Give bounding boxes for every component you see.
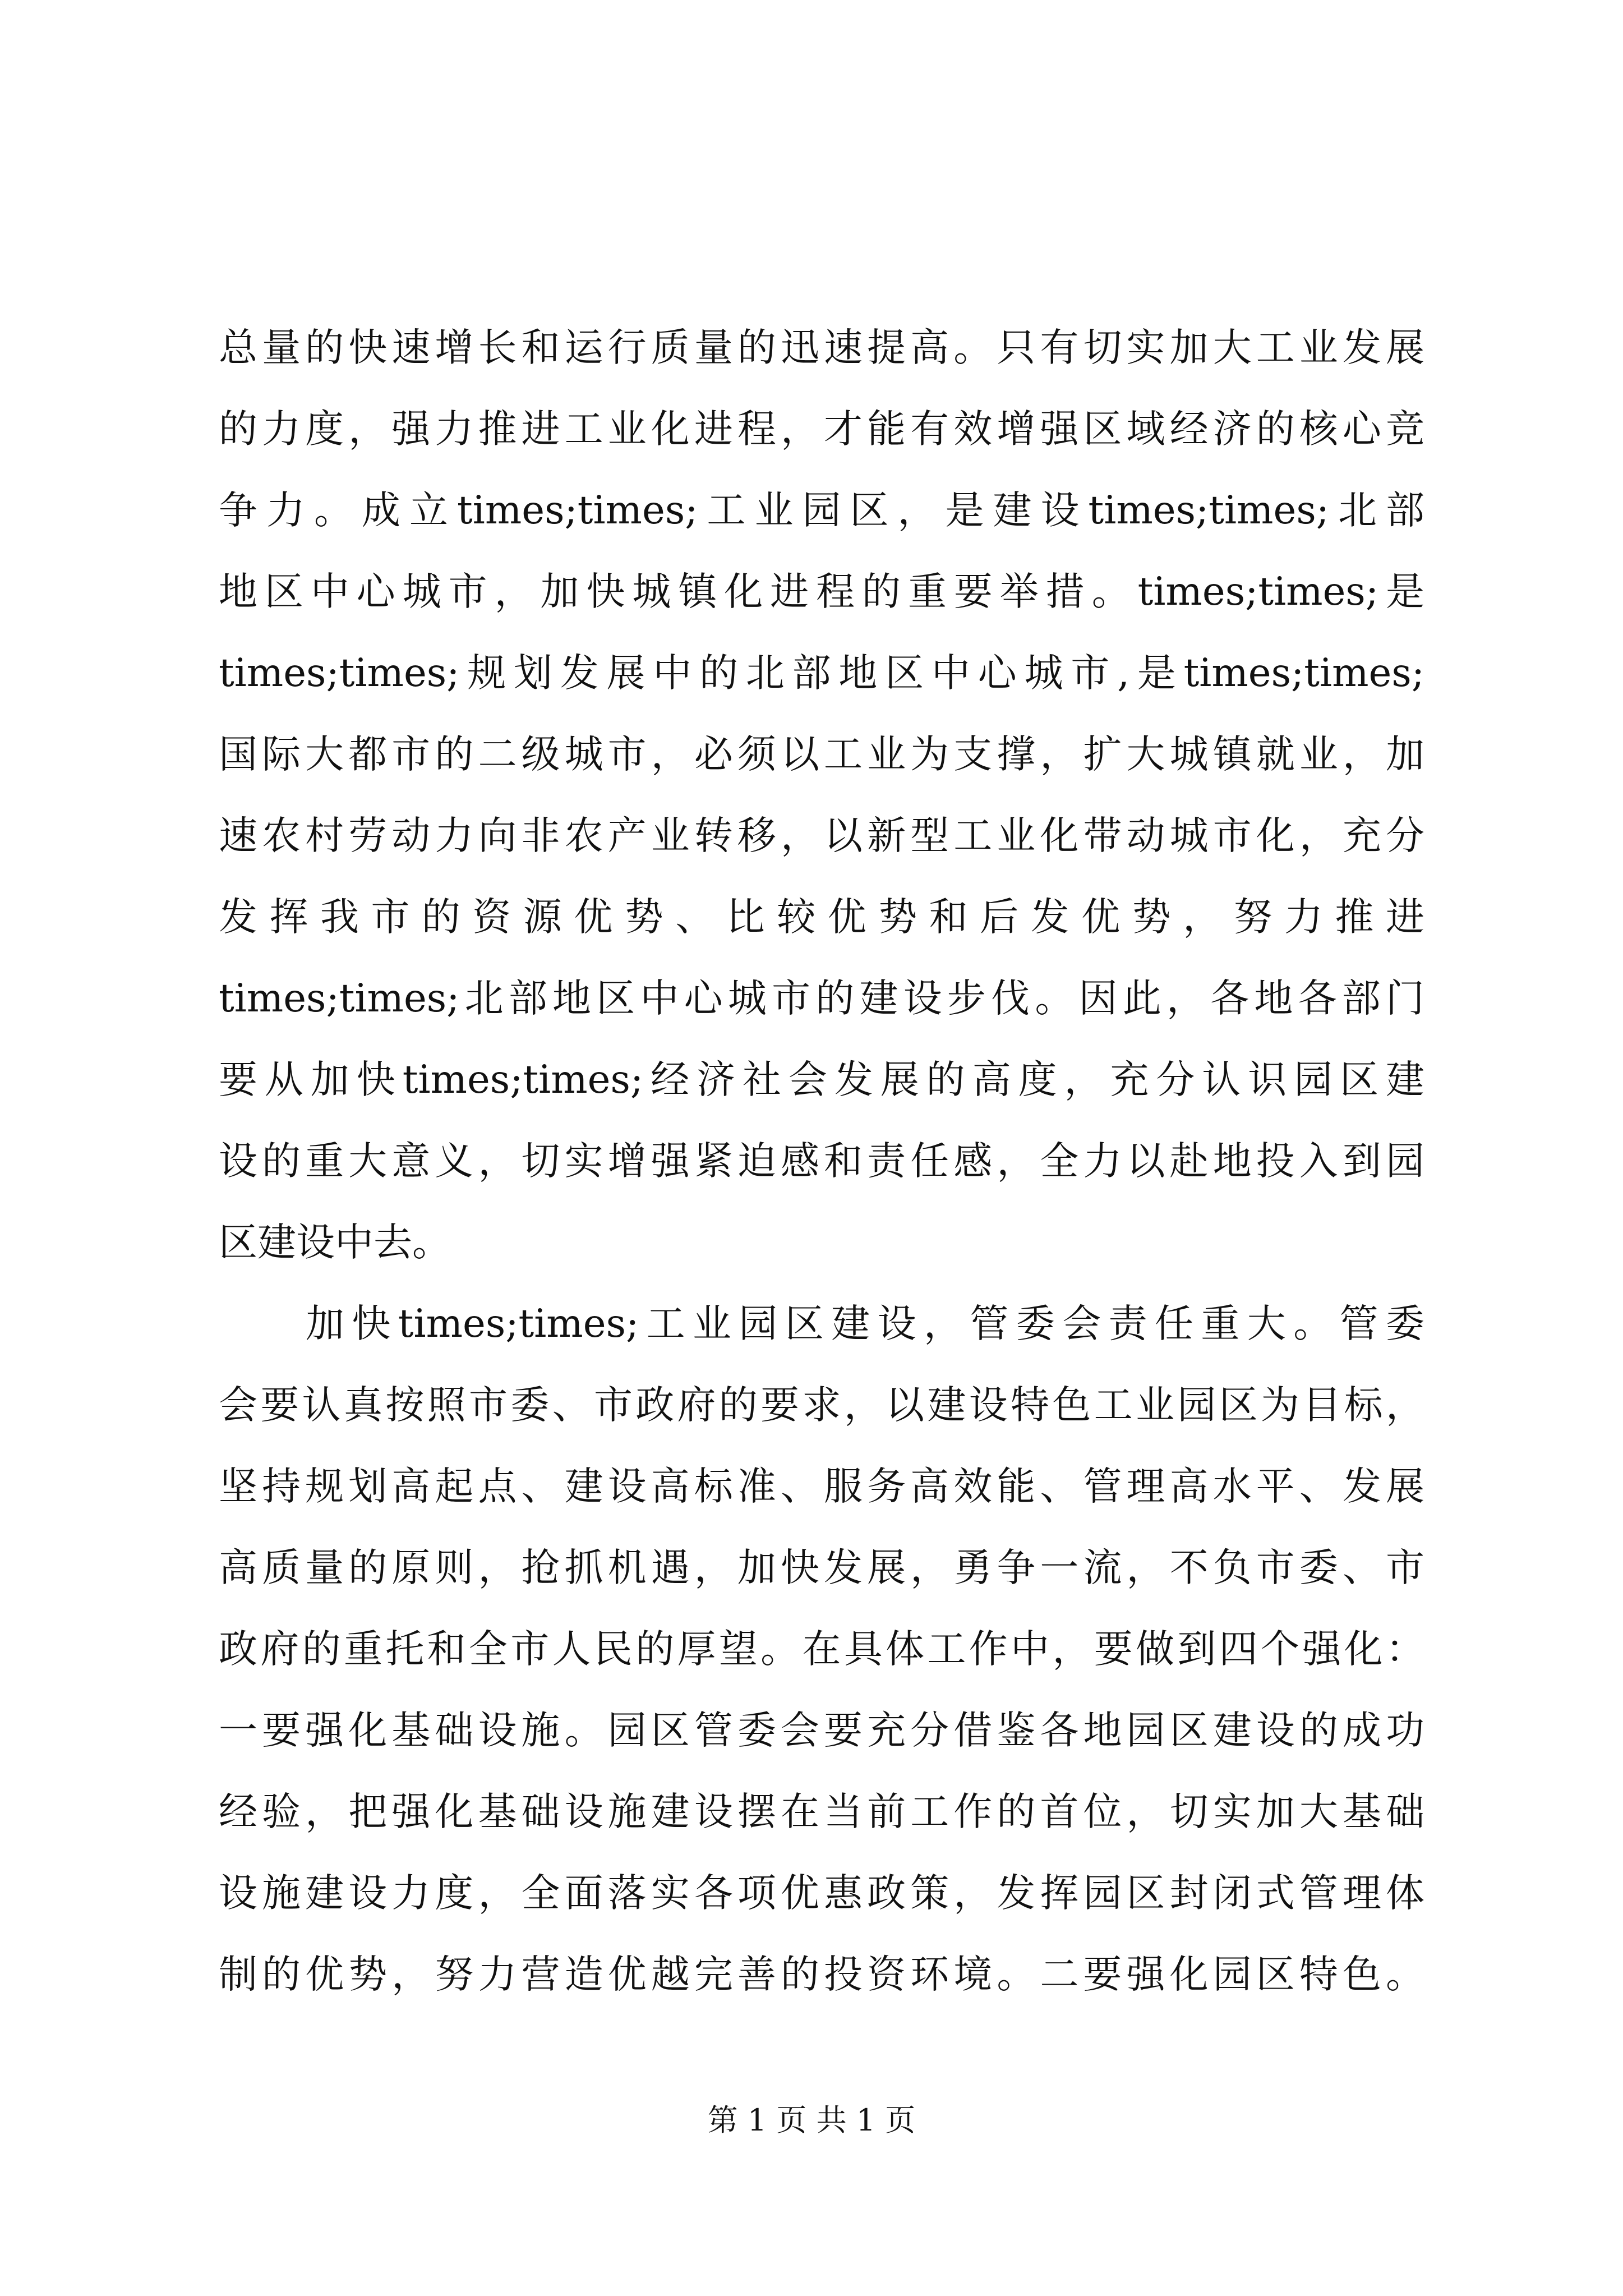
text-line-21: 制的优势，努力营造优越完善的投资环境。二要强化园区特色。	[219, 1952, 1424, 1997]
text-line-4: 地区中心城市，加快城镇化进程的重要举措。times;times;是	[219, 569, 1424, 614]
text-line-9: times;times;北部地区中心城市的建设步伐。因此，各地各部门	[219, 976, 1424, 1021]
text-line-20: 设施建设力度，全面落实各项优惠政策，发挥园区封闭式管理体	[219, 1871, 1424, 1916]
text-line-14: 会要认真按照市委、市政府的要求，以建设特色工业园区为目标，	[219, 1383, 1424, 1428]
text-line-3: 争力。成立times;times;工业园区，是建设times;times;北部	[219, 488, 1424, 533]
text-line-13: 加快times;times;工业园区建设，管委会责任重大。管委	[306, 1301, 1424, 1346]
text-line-12: 区建设中去。	[219, 1220, 451, 1265]
text-line-5: times;times;规划发展中的北部地区中心城市,是times;times;	[219, 651, 1424, 696]
text-line-1: 总量的快速增长和运行质量的迅速提高。只有切实加大工业发展	[219, 325, 1424, 370]
text-line-17: 政府的重托和全市人民的厚望。在具体工作中，要做到四个强化：	[219, 1627, 1424, 1672]
text-line-8: 发挥我市的资源优势、比较优势和后发优势，努力推进	[219, 895, 1424, 940]
text-line-18: 一要强化基础设施。园区管委会要充分借鉴各地园区建设的成功	[219, 1708, 1424, 1753]
page-footer: 第 1 页 共 1 页	[707, 2102, 916, 2138]
body-text	[219, 307, 1424, 2016]
text-line-15: 坚持规划高起点、建设高标准、服务高效能、管理高水平、发展	[219, 1464, 1424, 1509]
text-line-6: 国际大都市的二级城市，必须以工业为支撑，扩大城镇就业，加	[219, 732, 1424, 777]
text-line-11: 设的重大意义，切实增强紧迫感和责任感，全力以赴地投入到园	[219, 1139, 1424, 1184]
text-line-16: 高质量的原则，抢抓机遇，加快发展，勇争一流，不负市委、市	[219, 1545, 1424, 1590]
text-line-10: 要从加快times;times;经济社会发展的高度，充分认识园区建	[219, 1057, 1424, 1102]
text-line-7: 速农村劳动力向非农产业转移，以新型工业化带动城市化，充分	[219, 813, 1424, 858]
text-line-2: 的力度，强力推进工业化进程，才能有效增强区域经济的核心竞	[219, 407, 1424, 452]
text-line-19: 经验，把强化基础设施建设摆在当前工作的首位，切实加大基础	[219, 1789, 1424, 1834]
